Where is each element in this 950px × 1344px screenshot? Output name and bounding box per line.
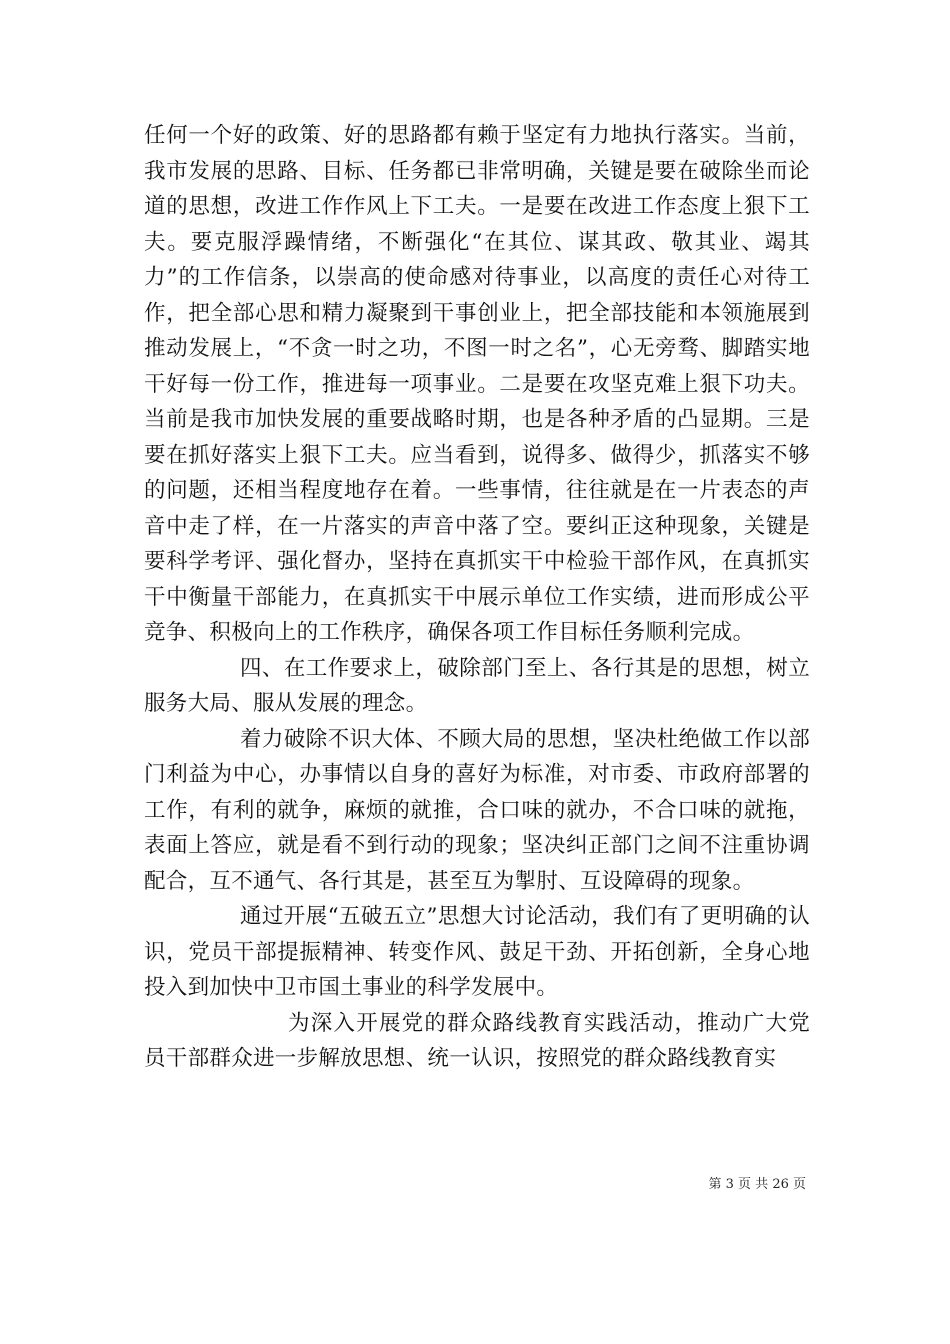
paragraph-mass-line-education: 为深入开展党的群众路线教育实践活动，推动广大党员干部群众进一步解放思想、统一认识，按照党的群众路线教育实 bbox=[144, 1010, 810, 1071]
paragraph-break-department-thinking: 着力破除不识大体、不顾大局的思想，坚决杜绝做工作以部门利益为中心，办事情以自身的喜好为标准，对市委、市政府部署的工作，有利的就争，麻烦的就推，合口味的就办，不合口味的就拖，表面上答应，就是看不到行动的现象；坚决纠正部门之间不注重协调配合，互不通气、各行其是，甚至互为掣肘、互设障碍的现象。 bbox=[144, 726, 810, 894]
page-number-footer: 第 3 页 共 26 页 bbox=[708, 1177, 806, 1192]
paragraph-five-break-five-establish: 通过开展“五破五立”思想大讨论活动，我们有了更明确的认识，党员干部提振精神、转变作风、鼓足干劲、开拓创新，全身心地投入到加快中卫市国土事业的科学发展中。 bbox=[144, 904, 810, 1000]
paragraph-section-four-heading: 四、在工作要求上，破除部门至上、各行其是的思想，树立服务大局、服从发展的理念。 bbox=[144, 655, 810, 716]
paragraph-execution: 任何一个好的政策、好的思路都有赖于坚定有力地执行落实。当前，我市发展的思路、目标、任务都已非常明确，关键是要在破除坐而论道的思想，改进工作作风上下工夫。一是要在改进工作态度上狠下工夫。要克服浮躁情绪，不断强化“在其位、谋其政、敬其业、竭其力”的工作信条，以崇高的使命感对待事业，以高度的责任心对待工作，把全部心思和精力凝聚到干事创业上，把全部技能和本领施展到推动发展上，“不贪一时之功，不图一时之名”，心无旁骛、脚踏实地干好每一份工作，推进每一项事业。二是要在攻坚克难上狠下功夫。当前是我市加快发展的重要战略时期，也是各种矛盾的凸显期。三是要在抓好落实上狠下工夫。应当看到，说得多、做得少，抓落实不够的问题，还相当程度地存在着。一些事情，往往就是在一片表态的声音中走了样，在一片落实的声音中落了空。要纠正这种现象，关键是要科学考评、强化督办，坚持在真抓实干中检验干部作风，在真抓实干中衡量干部能力，在真抓实干中展示单位工作实绩，进而形成公平竞争、积极向上的工作秩序，确保各项工作目标任务顺利完成。 bbox=[144, 123, 810, 645]
document-body bbox=[144, 118, 810, 1077]
